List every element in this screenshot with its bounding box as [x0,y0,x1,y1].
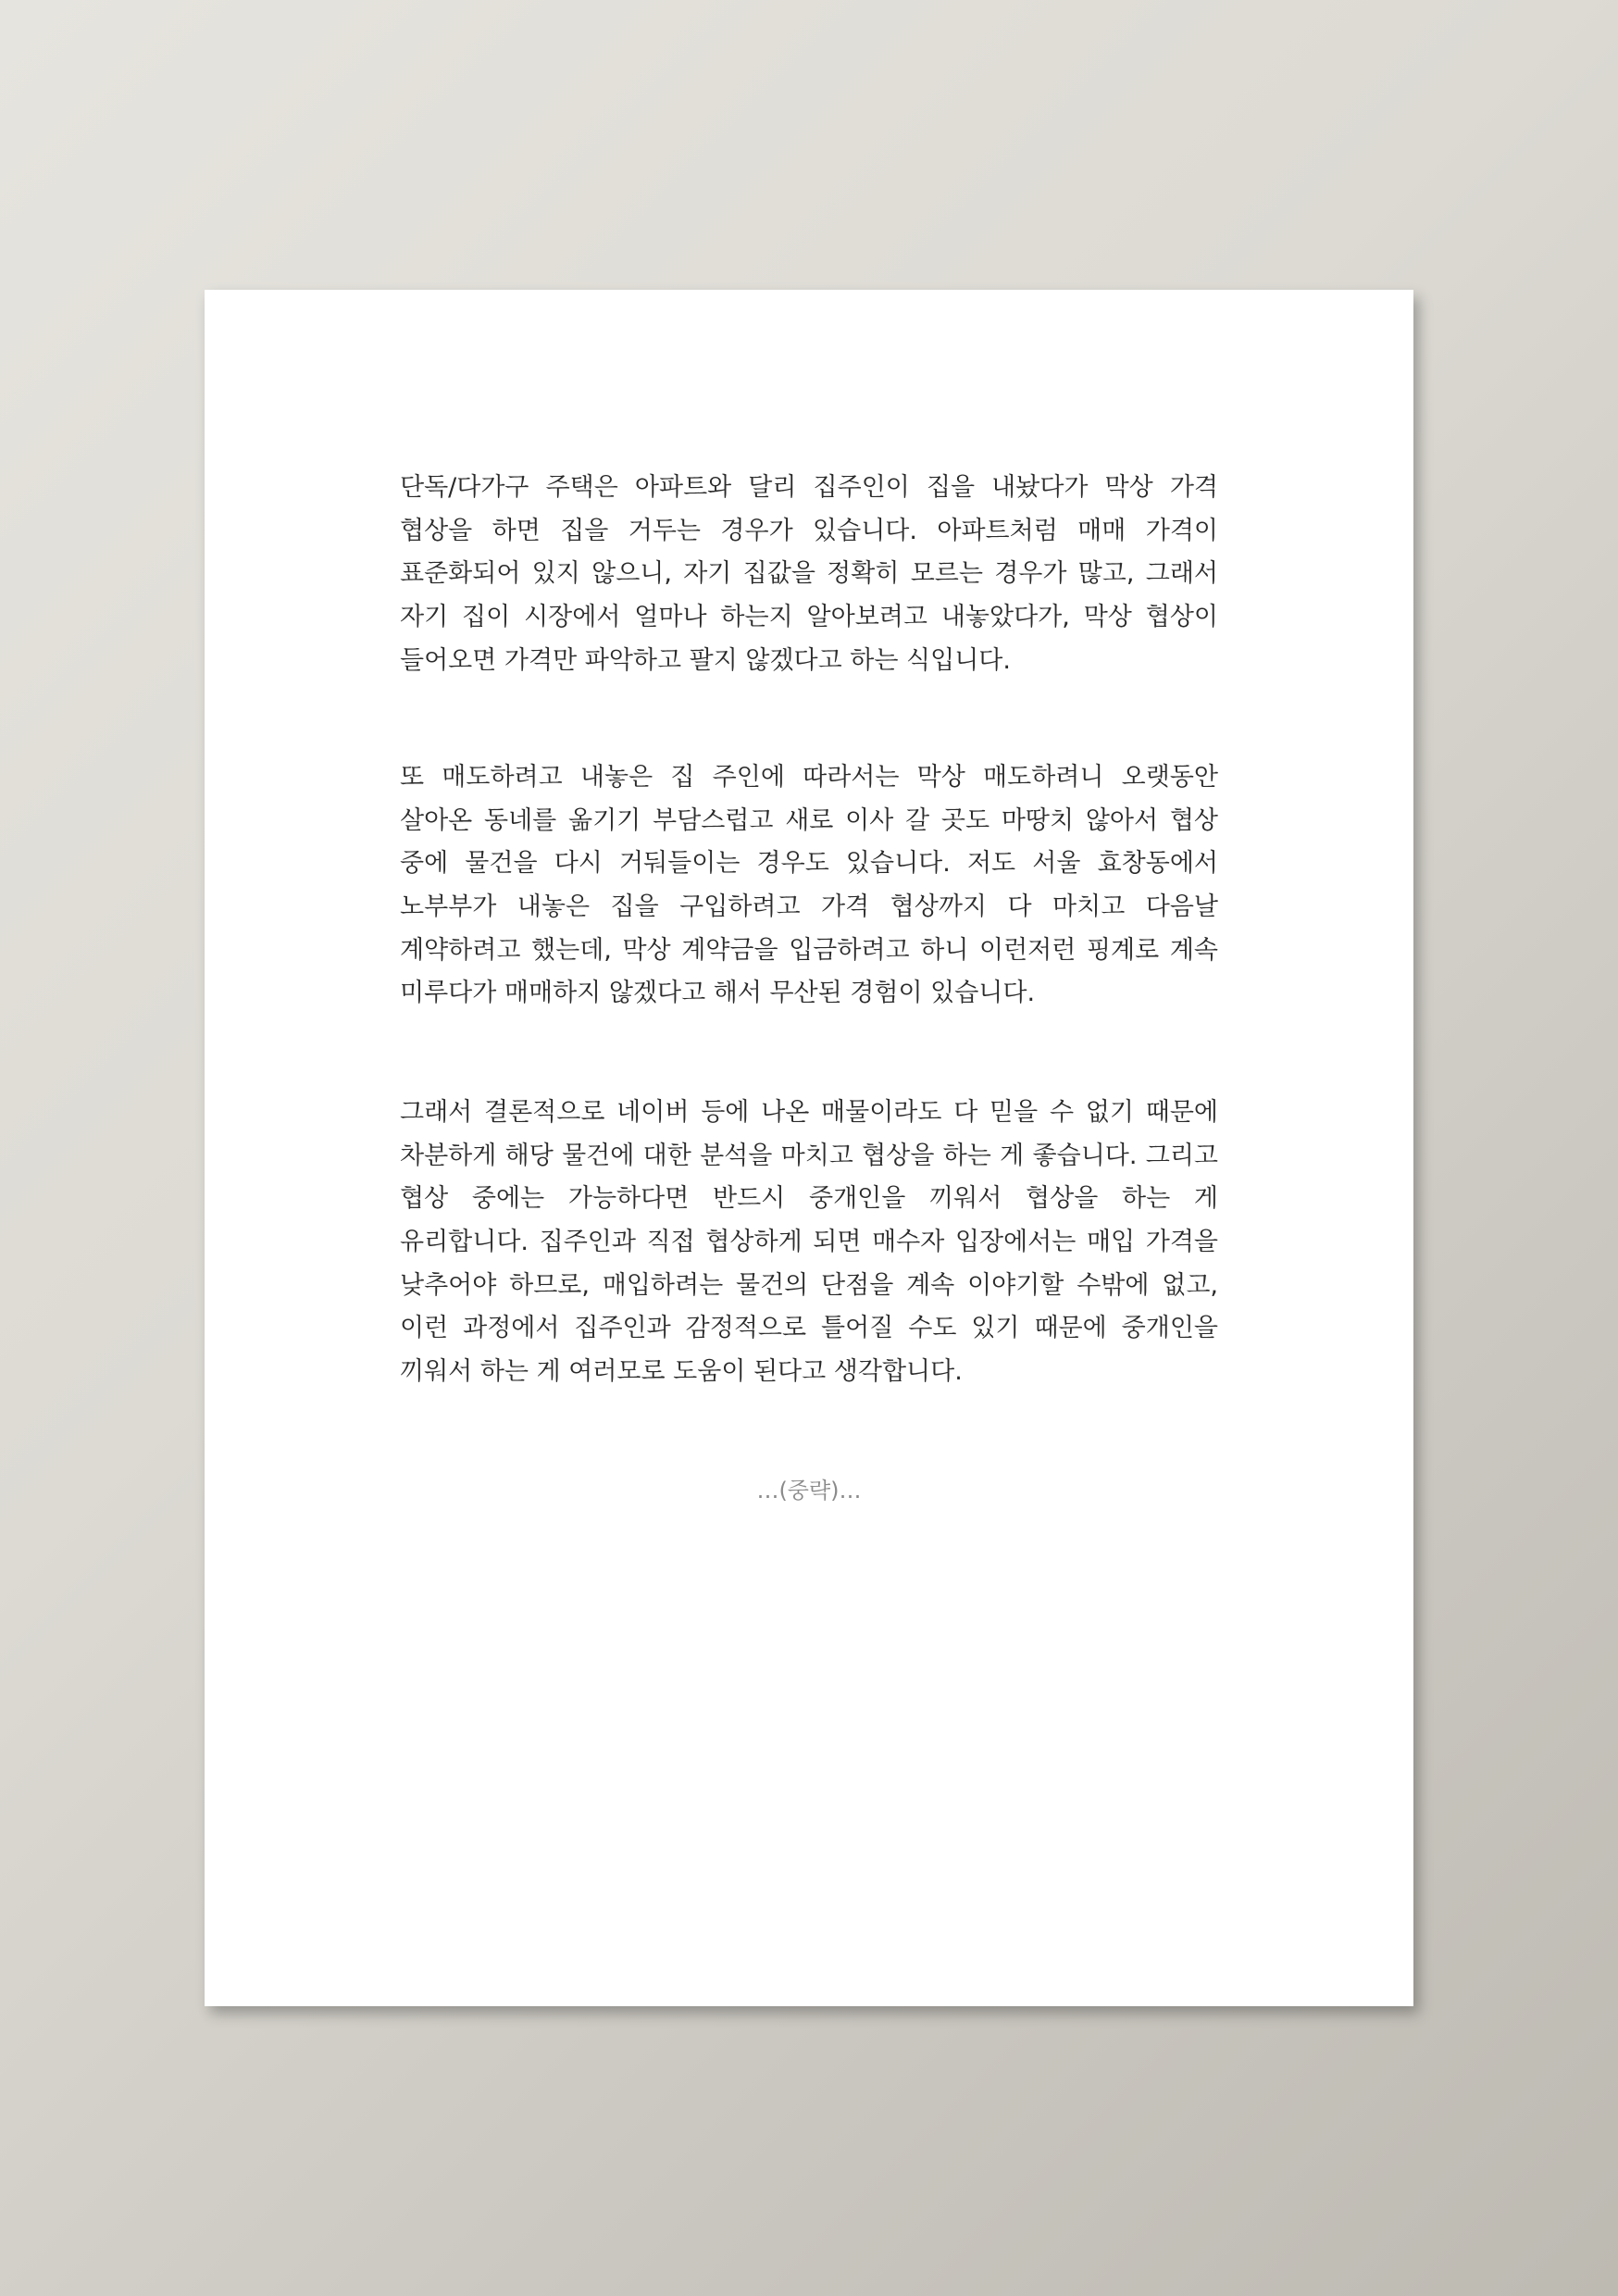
omission-mark: …(중략)… [756,1478,862,1504]
paragraph-2 [400,756,1218,1016]
text-line: 협상 중에는 가능하다면 반드시 중개인을 끼워서 협상을 하는 게 [400,1184,1218,1214]
text-line: 노부부가 내놓은 집을 구입하려고 가격 협상까지 다 마치고 다음날 [400,892,1218,922]
paragraph-1 [400,467,1218,682]
text-line: 이런 과정에서 집주인과 감정적으로 틀어질 수도 있기 때문에 중개인을 [400,1314,1218,1343]
text-line: 자기 집이 시장에서 얼마나 하는지 알아보려고 내놓았다가, 막상 협상이 [400,603,1218,632]
text-line: 표준화되어 있지 않으니, 자기 집값을 정확히 모르는 경우가 많고, 그래서 [400,559,1218,589]
text-line: 협상을 하면 집을 거두는 경우가 있습니다. 아파트처럼 매매 가격이 [400,516,1218,545]
text-line: 끼워서 하는 게 여러모로 도움이 된다고 생각합니다. [400,1357,963,1387]
text-line: 살아온 동네를 옮기기 부담스럽고 새로 이사 갈 곳도 마땅치 않아서 협상 [400,805,1218,835]
text-line: 들어오면 가격만 파악하고 팔지 않겠다고 하는 식입니다. [400,645,1011,675]
text-line: 또 매도하려고 내놓은 집 주인에 따라서는 막상 매도하려니 오랫동안 [400,763,1218,792]
paragraph-3 [400,1092,1218,1394]
text-line: 미루다가 매매하지 않겠다고 해서 무산된 경험이 있습니다. [400,979,1036,1008]
text-line: 중에 물건을 다시 거둬들이는 경우도 있습니다. 저도 서울 효창동에서 [400,849,1218,879]
text-line: 단독/다가구 주택은 아파트와 달리 집주인이 집을 내놨다가 막상 가격 [400,473,1218,502]
text-line: 낮추어야 하므로, 매입하려는 물건의 단점을 계속 이야기할 수밖에 없고, [400,1270,1218,1300]
text-line: 계약하려고 했는데, 막상 계약금을 입금하려고 하니 이런저런 핑계로 계속 [400,935,1218,965]
document-page [205,290,1413,2006]
text-line: 유리합니다. 집주인과 직접 협상하게 되면 매수자 입장에서는 매입 가격을 [400,1228,1218,1257]
text-line: 그래서 결론적으로 네이버 등에 나온 매물이라도 다 믿을 수 없기 때문에 [400,1098,1218,1127]
text-line: 차분하게 해당 물건에 대한 분석을 마치고 협상을 하는 게 좋습니다. 그리고 [400,1141,1218,1170]
